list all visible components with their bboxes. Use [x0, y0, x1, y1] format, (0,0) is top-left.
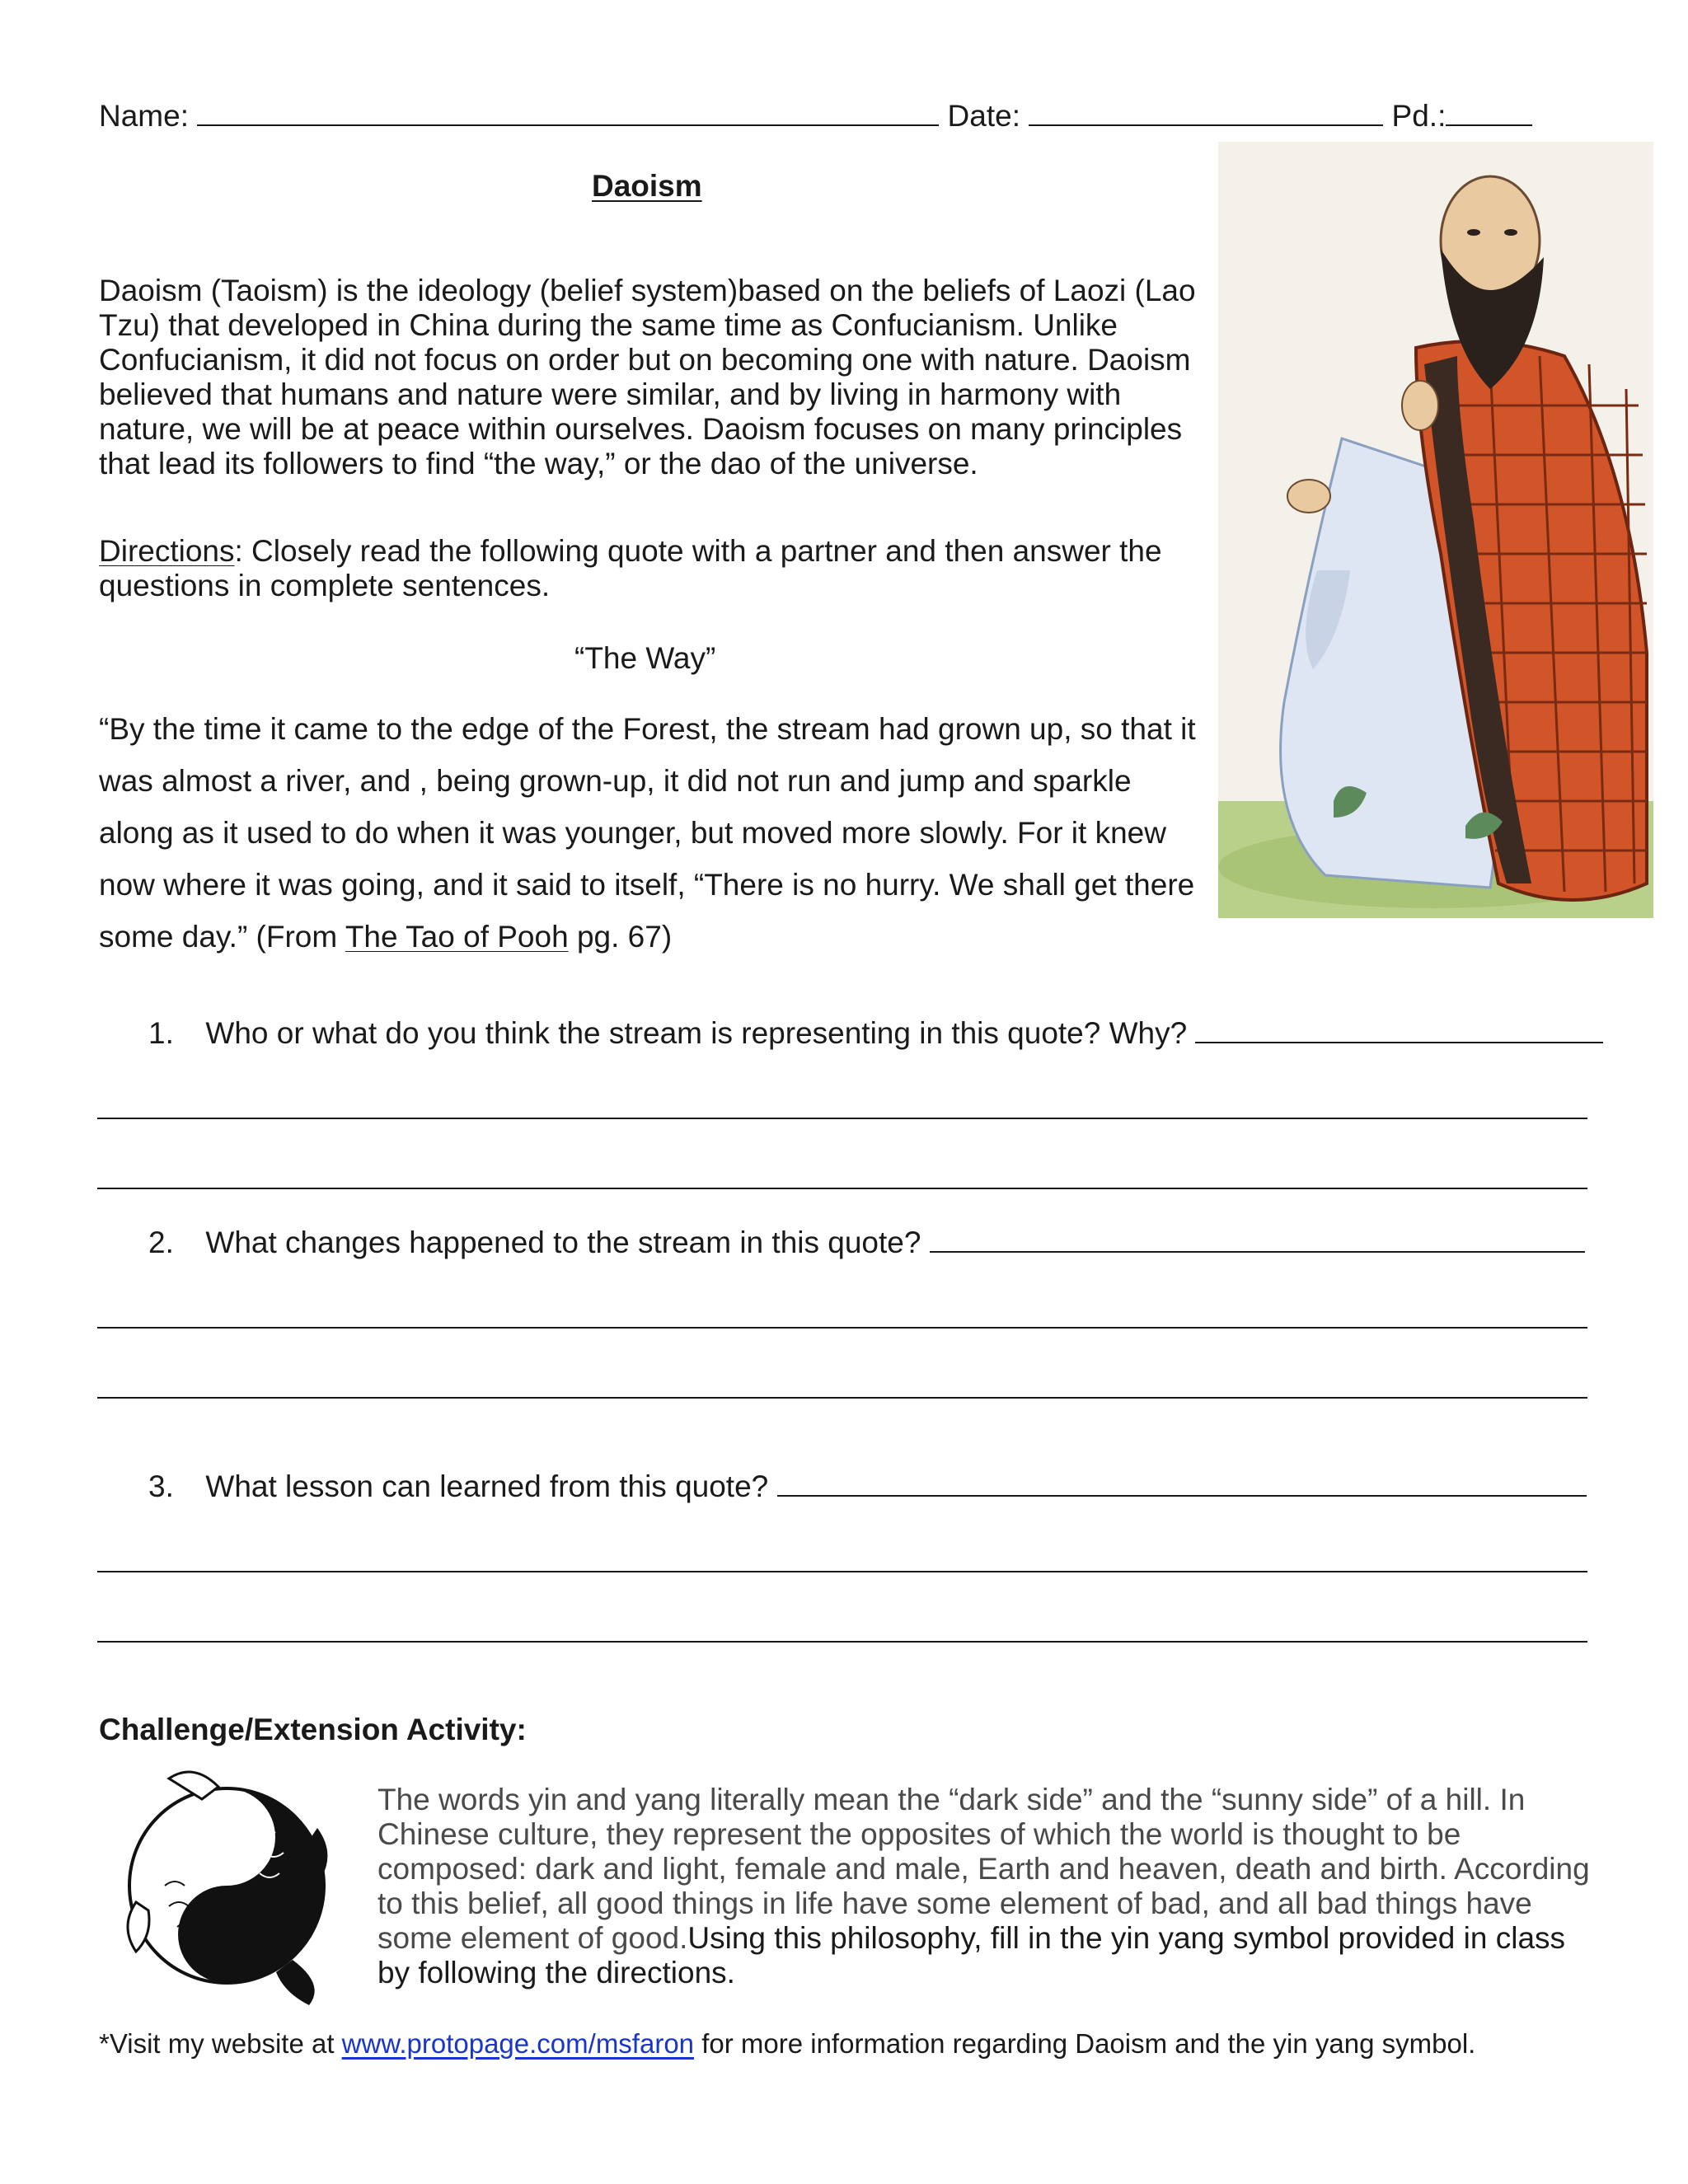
footer-suffix: for more information regarding Daoism and the yin yang symbol. [694, 2028, 1476, 2059]
question-1-answer-blank[interactable] [1195, 1017, 1603, 1043]
directions-label: Directions [99, 534, 235, 568]
quote-source-page: pg. 67) [568, 920, 673, 954]
question-2-answer-blank[interactable] [930, 1226, 1585, 1253]
challenge-heading: Challenge/Extension Activity: [99, 1713, 527, 1746]
question-1-answer-line-2[interactable] [97, 1188, 1587, 1189]
header-line [99, 99, 1532, 134]
question-3-answer-blank[interactable] [777, 1470, 1587, 1497]
question-2-text: What changes happened to the stream in this quote? [205, 1226, 921, 1259]
question-1-answer-line-1[interactable] [97, 1118, 1587, 1119]
question-3 [148, 1469, 1587, 1504]
laozi-portrait [1218, 142, 1653, 918]
question-1-number: 1. [148, 1016, 174, 1050]
challenge-text-grey: The words yin and yang literally mean the “dark side” and the “sunny side” of a hill. In Chinese culture, they represent the opposites of which the world is thought to be composed: dark and light, female and male, Earth and heaven, death and birth. According to this belief, all good things in life have some element of bad, and all bad things have some element of good. [377, 1783, 1590, 1955]
quote-title: “The Way” [574, 641, 716, 675]
website-link[interactable]: www.protopage.com/msfaron [341, 2028, 695, 2059]
page-title: Daoism [592, 169, 702, 203]
question-3-answer-line-1[interactable] [97, 1571, 1587, 1572]
quote-source-title: The Tao of Pooh [345, 920, 569, 954]
name-field[interactable] [197, 100, 939, 126]
quote-body: “By the time it came to the edge of the Forest, the stream had grown up, so that it was almost a river, and , being grown-up, it did not run and jump and sparkle along as it used to do when it was younger, but moved more slowly. For it knew now where it was going, and it said to itself, “There is no hurry. We shall get there some day.” (From [99, 712, 1196, 954]
yin-yang-fish [120, 1762, 334, 2011]
intro-paragraph: Daoism (Taoism) is the ideology (belief system)based on the beliefs of Laozi (Lao Tzu) that developed in China during the same time as Confucianism. Unlike Confucianism, it did not focus on order but on becoming one with nature. Daoism believed that humans and nature were similar, and by living in harmony with nature, we will be at peace within ourselves. Daoism focuses on many principles that lead its followers to find “the way,” or the dao of the universe. [99, 274, 1196, 480]
question-2-number: 2. [148, 1226, 174, 1259]
directions-text: : Closely read the following quote with a partner and then answer the questions in complete sentences. [99, 534, 1162, 602]
date-field[interactable] [1029, 100, 1383, 126]
question-1-text: Who or what do you think the stream is representing in this quote? Why? [205, 1016, 1188, 1050]
quote-text [99, 703, 1203, 963]
challenge-text-black: Using this philosophy, fill in the yin yang symbol provided in class by following the directions. [377, 1921, 1566, 1990]
footer-prefix: *Visit my website at [99, 2028, 342, 2059]
yin-yang-icon [120, 1762, 334, 2011]
laozi-portrait-icon [1218, 142, 1653, 918]
question-2 [148, 1226, 1585, 1260]
date-label: Date: [947, 99, 1020, 133]
period-label: Pd.: [1391, 99, 1447, 133]
footer-note [99, 2027, 1475, 2060]
directions [99, 534, 1203, 603]
period-field[interactable] [1446, 100, 1532, 126]
question-2-answer-line-2[interactable] [97, 1397, 1587, 1399]
question-1 [148, 1016, 1603, 1051]
name-label: Name: [99, 99, 189, 133]
question-3-answer-line-2[interactable] [97, 1641, 1587, 1643]
question-2-answer-line-1[interactable] [97, 1327, 1587, 1329]
question-3-number: 3. [148, 1469, 174, 1503]
question-3-text: What lesson can learned from this quote? [205, 1469, 769, 1503]
challenge-paragraph [377, 1783, 1597, 1990]
